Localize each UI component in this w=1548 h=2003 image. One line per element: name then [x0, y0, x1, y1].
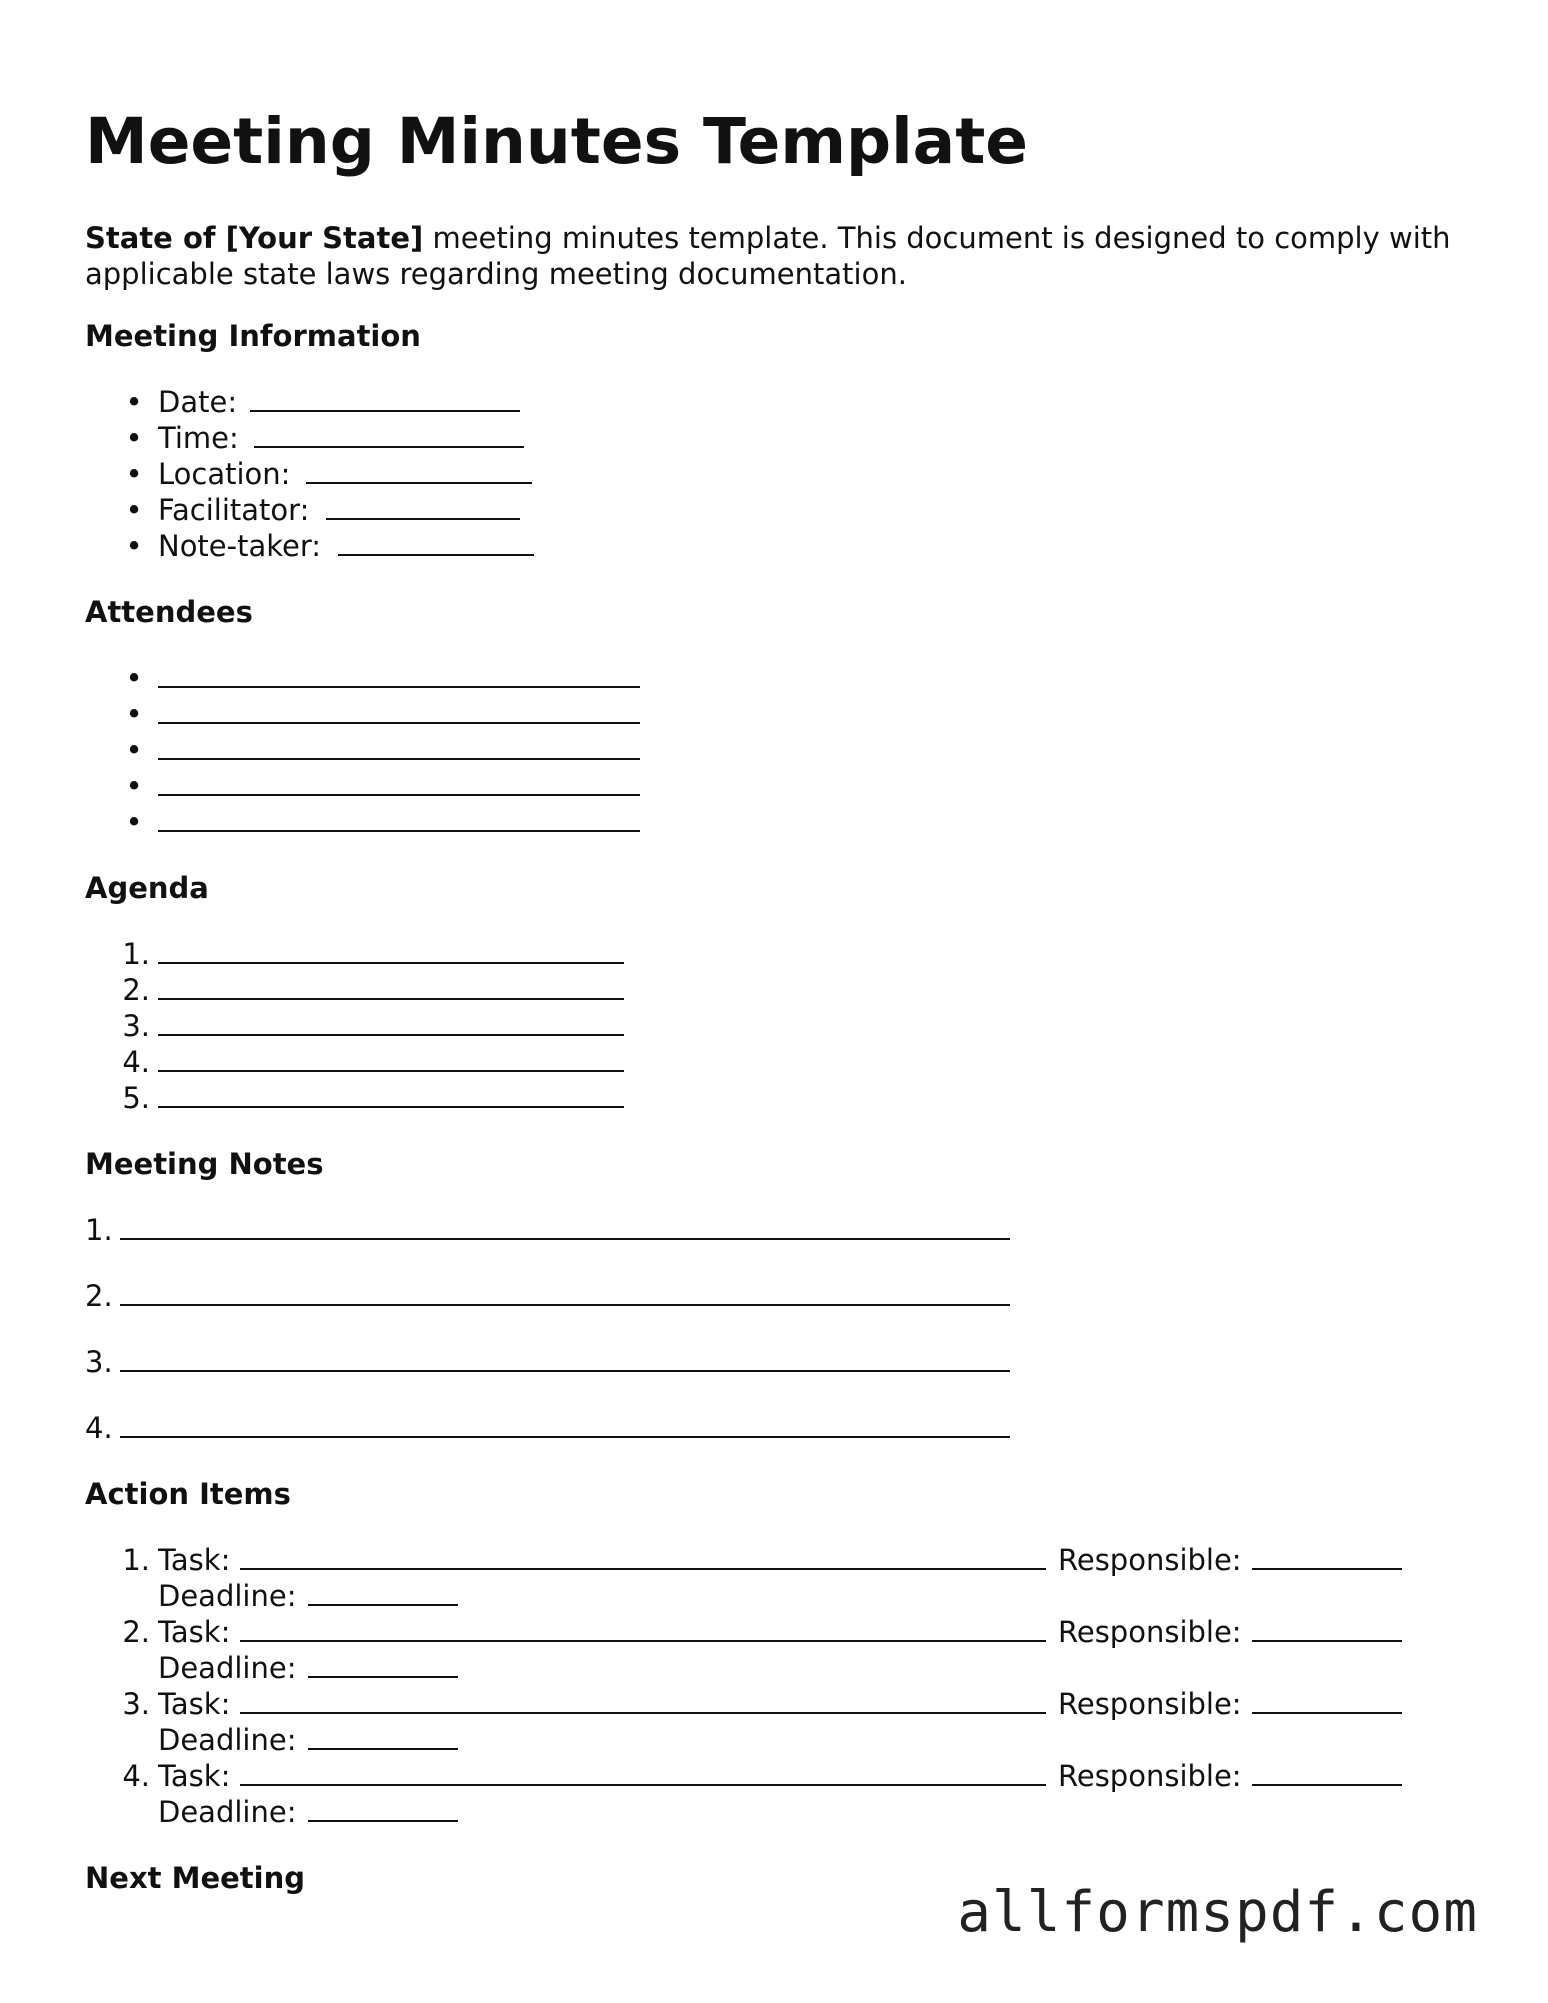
task-blank[interactable]: [240, 1542, 1046, 1570]
agenda-heading: Agenda: [85, 871, 209, 905]
action-items-heading: Action Items: [85, 1477, 291, 1511]
agenda-item-blank[interactable]: [158, 972, 624, 1000]
deadline-label: Deadline:: [158, 1723, 297, 1757]
responsible-blank[interactable]: [1252, 1542, 1402, 1570]
note-blank[interactable]: [120, 1212, 1010, 1240]
action-item-number: 1.: [122, 1543, 150, 1577]
deadline-label: Deadline:: [158, 1579, 297, 1613]
info-location-label: Location:: [158, 457, 291, 491]
info-facilitator-label: Facilitator:: [158, 493, 310, 527]
attendees-heading: Attendees: [85, 595, 253, 629]
agenda-item-blank[interactable]: [158, 1044, 624, 1072]
responsible-blank[interactable]: [1252, 1758, 1402, 1786]
deadline-blank[interactable]: [308, 1578, 458, 1606]
info-notetaker-label: Note-taker:: [158, 529, 322, 563]
action-item-number: 4.: [122, 1759, 150, 1793]
agenda-item-number: 2.: [122, 973, 150, 1007]
responsible-label: Responsible:: [1058, 1687, 1242, 1721]
intro-paragraph: [85, 220, 1475, 292]
agenda-item-number: 3.: [122, 1009, 150, 1043]
attendee-blank[interactable]: [158, 804, 640, 832]
info-notetaker-blank[interactable]: [338, 528, 534, 556]
responsible-label: Responsible:: [1058, 1759, 1242, 1793]
page-title: Meeting Minutes Template: [85, 105, 1029, 178]
attendee-blank[interactable]: [158, 696, 640, 724]
deadline-blank[interactable]: [308, 1794, 458, 1822]
responsible-label: Responsible:: [1058, 1543, 1242, 1577]
note-number: 4.: [85, 1411, 113, 1445]
meeting-notes-heading: Meeting Notes: [85, 1147, 324, 1181]
agenda-item-number: 5.: [122, 1081, 150, 1115]
task-label: Task:: [158, 1543, 231, 1577]
note-number: 3.: [85, 1345, 113, 1379]
note-number: 2.: [85, 1279, 113, 1313]
responsible-blank[interactable]: [1252, 1614, 1402, 1642]
task-label: Task:: [158, 1759, 231, 1793]
meeting-information-heading: Meeting Information: [85, 319, 421, 353]
deadline-blank[interactable]: [308, 1650, 458, 1678]
note-blank[interactable]: [120, 1344, 1010, 1372]
intro-state-name: State of [Your State]: [85, 221, 424, 255]
attendee-blank[interactable]: [158, 660, 640, 688]
info-location-blank[interactable]: [306, 456, 532, 484]
responsible-blank[interactable]: [1252, 1686, 1402, 1714]
note-blank[interactable]: [120, 1410, 1010, 1438]
attendee-blank[interactable]: [158, 768, 640, 796]
document-page: Meeting Minutes Template State of [Your State] meeting minutes template. This document is designed to comply with applicable state laws regarding meeting documentation. Meeting Information • Date: • Time: • Location: • Facilitator: • Note-taker: Attendees • • • • • Agenda 1. 2. 3. 4. 5. Meeting Notes 1. 2. 3. 4. Action Items 1. Task: Responsible: Deadline: 2. Task: Responsible: Deadline: 3. Task: Responsible: Deadline: 4. Task: Responsible: Deadline: Next Meeting allformspdf.com: [0, 0, 1548, 2003]
task-blank[interactable]: [240, 1686, 1046, 1714]
deadline-blank[interactable]: [308, 1722, 458, 1750]
attendee-blank[interactable]: [158, 732, 640, 760]
watermark-text: allformspdf.com: [957, 1880, 1478, 1945]
agenda-item-number: 4.: [122, 1045, 150, 1079]
task-label: Task:: [158, 1687, 231, 1721]
info-facilitator-blank[interactable]: [326, 492, 520, 520]
agenda-item-number: 1.: [122, 937, 150, 971]
info-time-blank[interactable]: [254, 420, 524, 448]
action-item-number: 2.: [122, 1615, 150, 1649]
agenda-item-blank[interactable]: [158, 936, 624, 964]
note-blank[interactable]: [120, 1278, 1010, 1306]
info-time-label: Time:: [158, 421, 239, 455]
deadline-label: Deadline:: [158, 1795, 297, 1829]
responsible-label: Responsible:: [1058, 1615, 1242, 1649]
task-blank[interactable]: [240, 1758, 1046, 1786]
info-date-blank[interactable]: [250, 384, 520, 412]
next-meeting-heading: Next Meeting: [85, 1861, 306, 1895]
deadline-label: Deadline:: [158, 1651, 297, 1685]
note-number: 1.: [85, 1213, 113, 1247]
agenda-item-blank[interactable]: [158, 1008, 624, 1036]
task-blank[interactable]: [240, 1614, 1046, 1642]
agenda-item-blank[interactable]: [158, 1080, 624, 1108]
info-date-label: Date:: [158, 385, 238, 419]
action-item-number: 3.: [122, 1687, 150, 1721]
intro-text: meeting minutes template. This document is designed to comply with applicable state laws regarding meeting documentation.: [85, 221, 1451, 291]
task-label: Task:: [158, 1615, 231, 1649]
